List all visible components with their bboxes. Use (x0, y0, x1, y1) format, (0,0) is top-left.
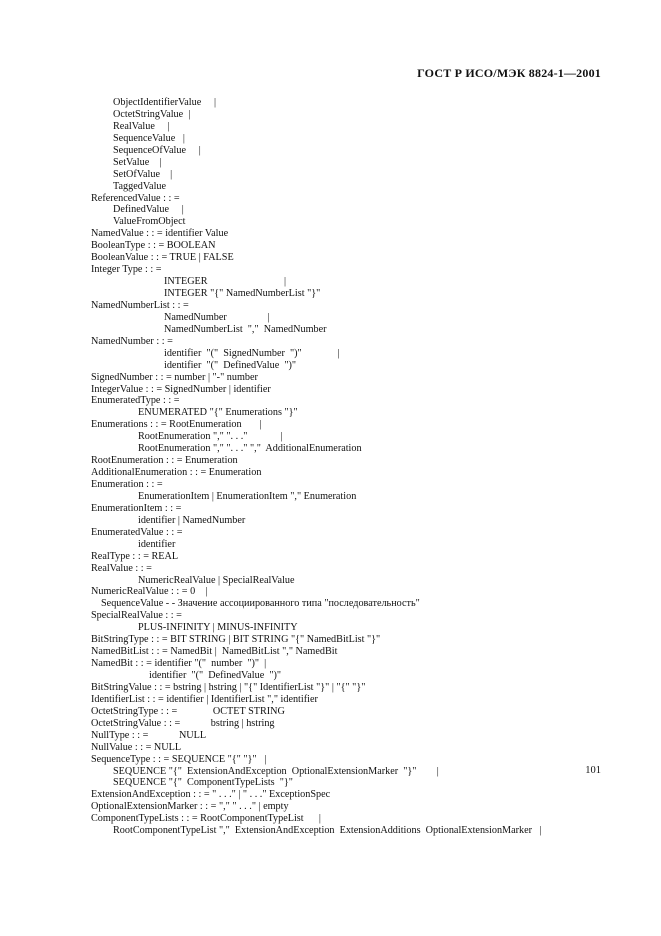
grammar-line: BooleanType : : = BOOLEAN (91, 240, 216, 252)
grammar-line: ExtensionAndException : : = " . . ." | " . . ." ExceptionSpec (91, 789, 331, 801)
grammar-line: OptionalExtensionMarker : : = "," " . . ." | empty (91, 801, 289, 813)
grammar-line: TaggedValue (113, 180, 167, 192)
grammar-line: identifier "(" SignedNumber ")" | (164, 347, 340, 359)
grammar-line: PLUS-INFINITY | MINUS-INFINITY (138, 622, 298, 634)
grammar-line: AdditionalEnumeration : : = Enumeration (91, 467, 262, 479)
grammar-line: NamedNumber | (164, 311, 270, 323)
grammar-line: NullValue : : = NULL (91, 741, 182, 753)
grammar-line: identifier | NamedNumber (138, 514, 246, 526)
grammar-line: RealValue | (113, 120, 170, 132)
grammar-line: ObjectIdentifierValue | (113, 97, 217, 108)
grammar-line: NumericRealValue : : = 0 | (91, 586, 208, 598)
grammar-line: OctetStringType : : = OCTET STRING (91, 705, 285, 717)
grammar-line: SequenceType : : = SEQUENCE "{" "}" | (91, 753, 267, 765)
page-header-title: ГОСТ Р ИСО/МЭК 8824-1—2001 (417, 66, 601, 80)
grammar-line: RootEnumeration "," ". . ." "," AdditionalEnumeration (138, 443, 362, 455)
grammar-line: SignedNumber : : = number | "-" number (91, 371, 258, 383)
grammar-line: EnumerationItem | EnumerationItem "," Enumeration (138, 490, 357, 502)
grammar-line: SequenceOfValue | (113, 144, 201, 156)
grammar-line: EnumeratedType : : = (91, 395, 180, 407)
grammar-line: IdentifierList : : = identifier | IdentifierList "," identifier (91, 693, 318, 705)
grammar-line: NamedBitList : : = NamedBit | NamedBitList "," NamedBit (91, 646, 338, 658)
grammar-line: ComponentTypeLists : : = RootComponentTypeList | (91, 813, 321, 825)
grammar-line: SetValue | (113, 156, 162, 168)
grammar-line: Integer Type : : = (91, 264, 162, 276)
grammar-line: SetOfValue | (113, 168, 173, 180)
grammar-line: SequenceValue | (113, 132, 185, 144)
grammar-line: INTEGER "{" NamedNumberList "}" (164, 288, 321, 299)
grammar-line: identifier "(" DefinedValue ")" (149, 670, 282, 681)
page-number: 101 (585, 765, 601, 776)
grammar-line: identifier (138, 538, 176, 550)
asn1-grammar-text (91, 97, 611, 837)
grammar-line: NamedNumberList : : = (91, 299, 189, 311)
grammar-line: RealValue : : = (91, 562, 152, 574)
grammar-line: SEQUENCE "{" ExtensionAndException OptionalExtensionMarker "}" | (113, 765, 439, 777)
grammar-line: OctetStringValue | (113, 108, 191, 120)
grammar-line: Enumeration : : = (91, 479, 163, 490)
grammar-line: ReferencedValue : : = (91, 192, 180, 204)
grammar-line: SequenceValue - - Значение ассоциированного типа "последовательность" (101, 598, 420, 610)
grammar-line: RootEnumeration : : = Enumeration (91, 455, 238, 467)
grammar-line: BitStringValue : : = bstring | hstring | "{" IdentifierList "}" | "{" "}" (91, 681, 366, 693)
grammar-line: SEQUENCE "{" ComponentTypeLists "}" (113, 777, 293, 789)
grammar-line: NamedNumber : : = (91, 335, 173, 347)
grammar-line: ENUMERATED "{" Enumerations "}" (138, 407, 298, 419)
grammar-line: RealType : : = REAL (91, 550, 179, 562)
grammar-line: EnumeratedValue : : = (91, 526, 183, 538)
grammar-line: DefinedValue | (113, 204, 184, 216)
grammar-line: RootComponentTypeList "," ExtensionAndException ExtensionAdditions OptionalExtensionMarker | (113, 825, 542, 837)
grammar-line: INTEGER | (164, 276, 287, 288)
grammar-line: SpecialRealValue : : = (91, 610, 182, 622)
grammar-line: EnumerationItem : : = (91, 502, 182, 514)
grammar-line: ValueFromObject (113, 216, 186, 228)
grammar-line: NamedNumberList "," NamedNumber (164, 323, 327, 335)
grammar-line: BooleanValue : : = TRUE | FALSE (91, 252, 234, 264)
grammar-line: IntegerValue : : = SignedNumber | identifier (91, 383, 271, 395)
grammar-line: NamedValue : : = identifier Value (91, 228, 229, 240)
grammar-line: OctetStringValue : : = bstring | hstring (91, 717, 275, 729)
grammar-line: RootEnumeration "," ". . ." | (138, 431, 283, 443)
grammar-line: BitStringType : : = BIT STRING | BIT STRING "{" NamedBitList "}" (91, 634, 381, 646)
grammar-line: NullType : : = NULL (91, 729, 207, 741)
grammar-line: NamedBit : : = identifier "(" number ")" | (91, 658, 267, 670)
grammar-line: Enumerations : : = RootEnumeration | (91, 419, 262, 431)
grammar-line: NumericRealValue | SpecialRealValue (138, 574, 295, 586)
grammar-line: identifier "(" DefinedValue ")" (164, 359, 297, 371)
